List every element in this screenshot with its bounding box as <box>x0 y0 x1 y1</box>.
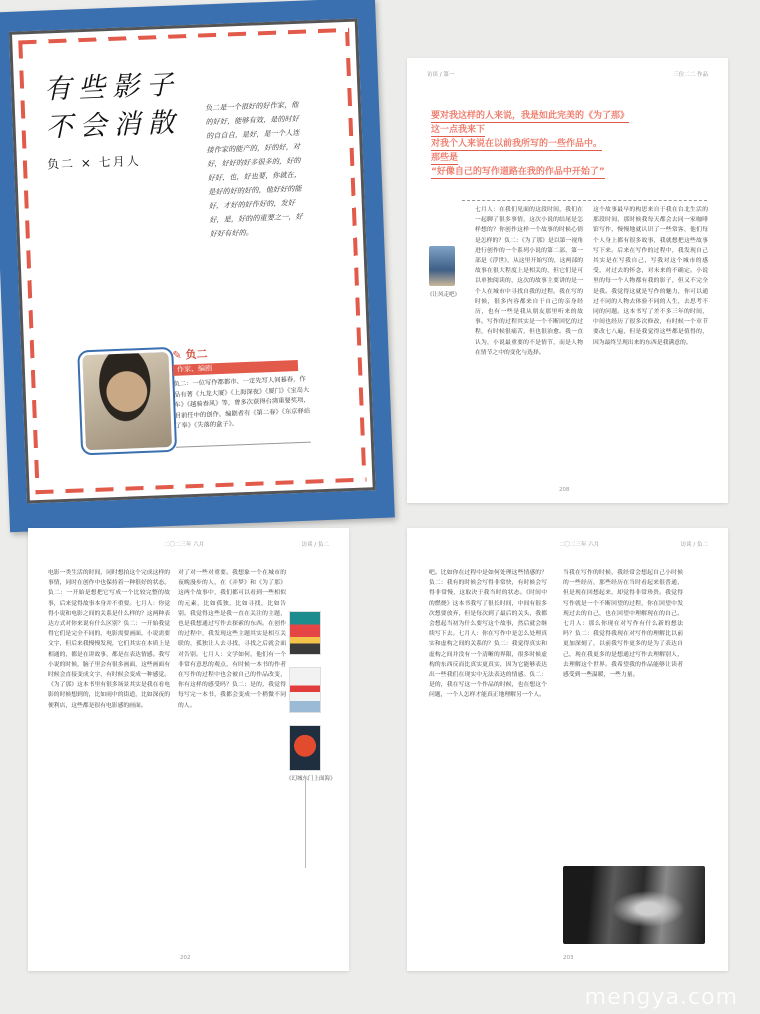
page-number: 202 <box>180 955 191 961</box>
watermark: mengya.com <box>584 985 738 1010</box>
divider <box>176 442 311 448</box>
book-cover-thumbnail-1 <box>290 612 320 654</box>
cover-stripe-top <box>18 28 349 45</box>
body-column-2: 当我在写作的时候，我经常会想起自己小时候的一些经历，那些经历在当时看起来很普通，但是现在回想起来，却觉得非常珍贵。我觉得写作就是一个不断回望的过程，你在回望中发现过去的自己，也在回望中理解现在的自己。七月人：那么你现在对写作有什么新的想法吗？负二：我觉得我现在对写作的理解比以前更加深刻了，以前我写作更多的是为了表达自己，现在我更多的是想通过写作去理解别人，去理解这个世界。我希望我的作品能够让读者感受到一些温暖，一些力量。 <box>563 570 683 679</box>
page-number: 208 <box>559 487 570 493</box>
thumbnail-caption: 《让风走吧》 <box>427 292 461 298</box>
running-head <box>48 540 329 548</box>
body-column-2: 对了对一些对重要。我想象一个在城市的夜晚漫步的人，在《弄梦》和《为了那》这两个故事中，我们都可以看到一些相似的元素，比如孤独，比如寻找，比如告别。我觉得这些是我一直在关注的主题，也是我想通过写作去探索的东西。在创作的过程中，我发现这些主题其实是相互关联的，孤独让人去寻找，寻找之后就会面对告别。七月人：文学如何，他们有一个非常有意思的观点，有时候一本书的作者在写作的过程中也会被自己的作品改变，你有这样的感受吗？负二：是的，我觉得每写完一本书，我都会变成一个稍微不同的人。 <box>178 570 286 709</box>
divider <box>462 200 707 201</box>
running-head-left: 二〇二三年 六月 <box>559 542 600 548</box>
thumbnail-caption: 《幻城东门上面海》 <box>286 776 336 782</box>
book-cover <box>0 0 395 532</box>
author-bio: 负二：一位写作都都市、一定先写人间暮春，作品有著《九龙大厦》《上海深夜》《厦门》《宝岛大车》《越骑春风》等，曾多次获得台湾重要奖项，目前任中的创作。编剧者有《第二春》《东京驿站了奉》《失落的盒子》。 <box>173 375 311 430</box>
cover-stripe-right <box>345 28 366 482</box>
author-label: 作家、编剧 <box>173 360 298 376</box>
author-name: ✎ 负二 <box>172 347 208 362</box>
pull-quote-line: 对我个人来说在以前我所写的一些作品中。 <box>431 139 603 149</box>
book-cover-thumbnail-3 <box>290 726 320 770</box>
running-head <box>427 70 708 78</box>
running-head-right: 三位二二 作品 <box>673 72 708 78</box>
cover-title-line1: 有些影子 <box>43 69 181 106</box>
body-column-1: 七月人：在我们见面的这段时间，我们在一起聊了很多事情，这次小说的结尾是怎样想的？你创作这样一个故事的时候心情是怎样的？负二：《为了那》是以第一视角进行创作的一个系列小说的第二部，第一部是《浮世》，从这里开始写的，这两部的故事在很大程度上是相关的，但它们是可以单独阅读的，这次的故事主要讲的是一个人在城市中寻找自我的过程。我在写的时候，很多内容都来自于自己的亲身经历，也有一些是我从朋友那里听来的故事。写作的过程其实是一个不断回忆的过程，有时候很痛苦，但也很治愈。我一直认为，小说最重要的不是情节，而是人物在情节之中的变化与选择。 <box>475 207 583 356</box>
cover-author: 负二 × 七月人 <box>46 153 141 172</box>
cover-poem: 负二是一个很好的好作家，他的好好，能够有效，是的时好的自自自，是好，是一个人连接作家的能产的，好的好，对好，好好的好多很多的，好的好好，也，好也要，你就在，是好的好的好的，他好好的能好，才好的好作好的，发好好，是，好的的重要之一，好好好有好的。 <box>204 99 303 239</box>
page-top-right <box>407 58 728 503</box>
pull-quote <box>431 110 631 180</box>
book-cover-thumbnail-2 <box>290 668 320 712</box>
running-head-left: 访谈 / 第一 <box>427 72 455 78</box>
page-bottom-left <box>28 528 349 971</box>
cover-title-line2: 不会消散 <box>45 107 183 144</box>
pull-quote-line: 这一点我来下 <box>431 125 486 135</box>
cover-frame <box>9 18 376 503</box>
page-number: 203 <box>563 955 574 961</box>
cover-title <box>43 66 182 147</box>
page-bottom-right <box>407 528 728 971</box>
running-head <box>427 540 708 548</box>
cover-stripe-left <box>18 40 39 494</box>
cover-stripe-bottom <box>36 477 367 494</box>
body-column-1: 吧。比如你在过程中是如何处理这些情感的？负二：我有的时候会写得非常快，有时候会写得非常慢，这取决于我当时的状态。《时间中的燃烧》这本书我写了很长时间，中间有很多次想要放弃，但是每次到了最后的关头，我都会想起当初为什么要写这个故事，然后就会继续写下去。七月人：你在写作中是怎么处理真实和虚构之间的关系的？负二：我觉得真实和虚构之间并没有一个清晰的界限，很多时候虚构的东西反而比真实更真实，因为它能够表达出一些我们在现实中无法表达的情感。负二：是的，我在写这一个作品的时候，也在想这个问题，一个人怎样才能真正地理解另一个人。 <box>429 570 547 699</box>
author-portrait <box>82 352 172 450</box>
author-name-text: 负二 <box>185 347 208 362</box>
pull-quote-line: 那些是 <box>431 153 459 163</box>
film-still-thumbnail <box>429 246 455 286</box>
pull-quote-line: 要对我这样的人来说，我是如此完美的《为了那》 <box>431 111 630 121</box>
running-head-left: 二〇二三年 六月 <box>164 542 205 548</box>
body-column-1: 电影一类生活的时间，同时想拍这个完成这样的事情，同时在创作中也保持着一种很好的状态。负二：一开始是想把它写成一个比较完整的故事，后来觉得故事本身并不重要。七月人：你觉得小说和电影之间的关系是什么样的？这两种表达方式对你来说有什么区别？负二：一开始我觉得它们是完全不同的，电影需要画面，小说需要文字，但后来我慢慢发现，它们其实在本质上是相通的，都是在讲故事，都是在表达情感。我写小说的时候，脑子里会有很多画面，这些画面有时候会直接变成文字，有时候会变成一种感觉。《为了那》这本书里有很多场景其实是我在看电影的时候想到的，比如雨中的街道，比如深夜的便利店，这些都是很有电影感的画面。 <box>48 570 170 709</box>
running-head-right: 访谈 / 负二 <box>301 542 329 548</box>
pull-quote-line: “好像自己的写作道路在我的作品中开始了” <box>431 167 605 177</box>
body-column-2: 这个故事最早的构思来自于我在台北生活的那段时间，那时候我每天都会去同一家咖啡馆写作，慢慢地就认识了一些常客，他们每个人身上都有很多故事，我就想把这些故事写下来。后来在写作的过程中，我发现自己其实是在写我自己，写我对这个城市的感受，对过去的怀念，对未来的不确定。小说里的每一个人物都有我的影子，但又不完全是我。我觉得这就是写作的魅力，你可以通过不同的人物去体验不同的人生，去思考不同的问题。这本书写了差不多三年的时间，中间也经历了很多次修改，有时候一个章节要改七八遍，但是我觉得这些都是值得的，因为最终呈现出来的东西是我满意的。 <box>593 207 708 346</box>
film-still-photo <box>563 866 705 944</box>
connector-line <box>305 778 306 868</box>
running-head-right: 访谈 / 负二 <box>680 542 708 548</box>
